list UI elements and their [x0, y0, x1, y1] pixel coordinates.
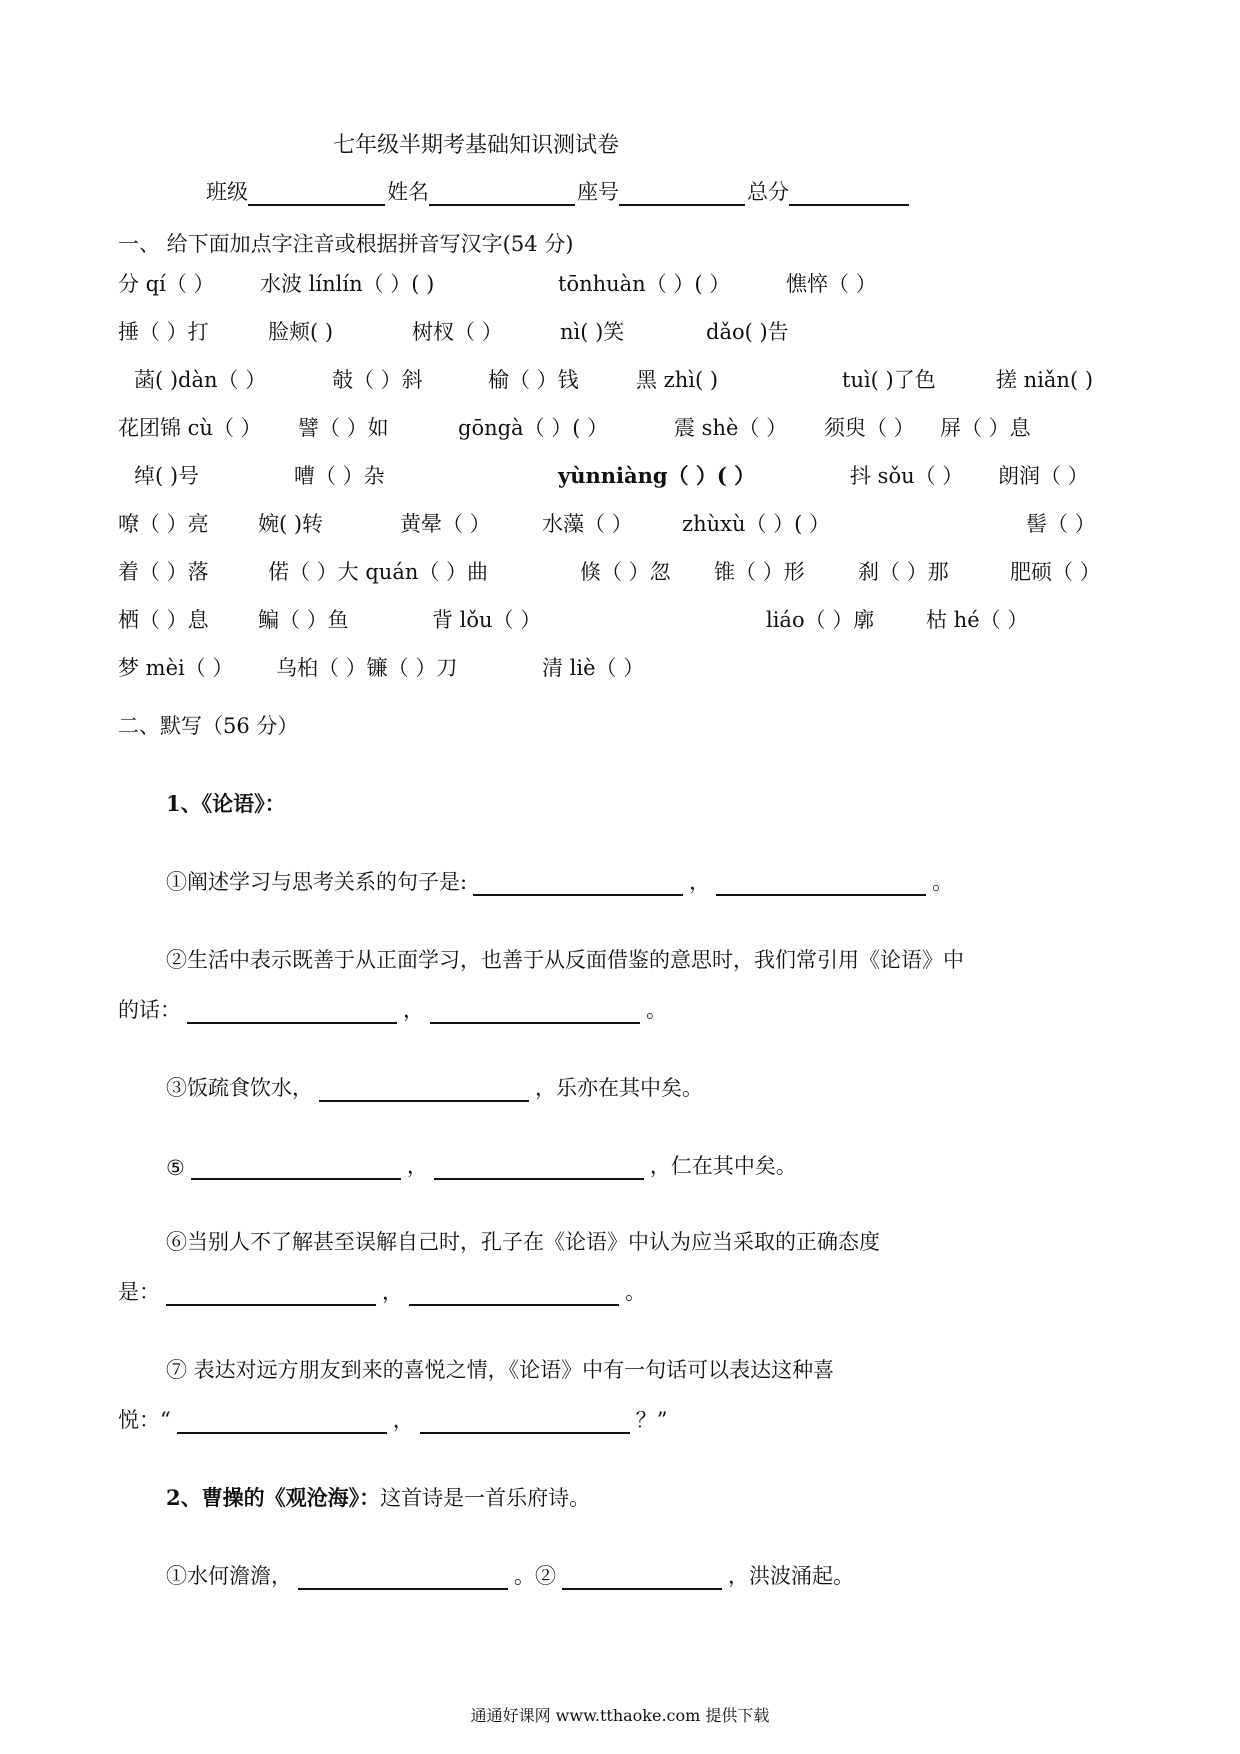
question-text: ⑤	[166, 1156, 185, 1180]
question-8	[166, 1560, 854, 1590]
answer-blank[interactable]	[298, 1566, 508, 1590]
question-text: ，乐亦在其中矣。	[535, 1076, 703, 1100]
question-5	[166, 1150, 797, 1180]
pinyin-item: 脸颊( )	[268, 320, 334, 344]
pinyin-item: 鳊（ ）鱼	[258, 608, 349, 632]
sub-heading-guancanghai	[166, 1482, 590, 1512]
answer-blank[interactable]	[562, 1566, 722, 1590]
seat-label: 座号	[577, 180, 619, 204]
pinyin-item: zhùxù（ ）( ）	[682, 512, 831, 536]
period: 。	[646, 998, 667, 1022]
sub-heading-lunyu: 1、《论语》：	[166, 791, 286, 816]
question-text: ，仁在其中矣。	[649, 1154, 797, 1178]
answer-blank[interactable]	[166, 1282, 376, 1306]
pinyin-item: 榆（ ）钱	[488, 368, 579, 392]
page-title: 七年级半期考基础知识测试卷	[333, 133, 620, 158]
pinyin-item: 分 qí（ ）	[118, 272, 215, 296]
pinyin-item: 婉( )转	[258, 512, 324, 536]
pinyin-item: nì( )笑	[560, 320, 625, 344]
comma: ，	[382, 1280, 403, 1304]
pinyin-item: 着（ ）落	[118, 560, 209, 584]
sub-heading-rest: 这首诗是一首乐府诗。	[380, 1486, 591, 1510]
pinyin-item: 髻（ ）	[1026, 512, 1096, 536]
name-field[interactable]	[429, 182, 575, 206]
pinyin-item: 黑 zhì( )	[636, 368, 719, 392]
score-field[interactable]	[789, 182, 909, 206]
answer-blank[interactable]	[434, 1156, 644, 1180]
pinyin-item: 清 liè（ ）	[542, 656, 645, 680]
period: 。	[932, 870, 954, 894]
pinyin-item: 黄晕（ ）	[400, 512, 491, 536]
class-field[interactable]	[248, 182, 385, 206]
pinyin-item: tōnhuàn（ ）( ）	[558, 272, 731, 296]
pinyin-item: 倏（ ）忽	[580, 560, 671, 584]
pinyin-item: yùnniàng（ ）( ）	[558, 463, 756, 488]
question-7-line2	[118, 1404, 668, 1434]
pinyin-item: 肥硕（ ）	[1010, 560, 1101, 584]
footer-credit: 通通好课网 www.tthaoke.com 提供下载	[470, 1706, 770, 1725]
comma: ，	[392, 1408, 414, 1432]
question-text: ①水何澹澹，	[166, 1564, 292, 1588]
pinyin-item: tuì( )了色	[842, 368, 936, 392]
answer-blank[interactable]	[430, 1000, 640, 1024]
question-text: ③饭疏食饮水，	[166, 1076, 313, 1100]
answer-blank[interactable]	[191, 1156, 401, 1180]
pinyin-item: 梦 mèi（ ）	[118, 656, 234, 680]
pinyin-item: 搓 niǎn( )	[996, 368, 1094, 392]
question-text: 的话：	[118, 998, 181, 1022]
question-2-line2	[118, 994, 667, 1024]
pinyin-item: 栖（ ）息	[118, 608, 209, 632]
period: 。	[625, 1280, 646, 1304]
pinyin-item: 绰( )号	[134, 464, 200, 488]
pinyin-item: 水波 línlín（ ）( )	[260, 272, 435, 296]
pinyin-item: 须臾（ ）	[824, 416, 915, 440]
pinyin-item: 憔悴（ ）	[786, 272, 877, 296]
question-6-line1: ⑥当别人不了解甚至误解自己时，孔子在《论语》中认为应当采取的正确态度	[166, 1230, 880, 1254]
pinyin-item: 枯 hé（ ）	[926, 608, 1029, 632]
pinyin-item: 花团锦 cù（ ）	[118, 416, 262, 440]
pinyin-item: liáo（ ）廓	[766, 608, 875, 632]
class-label: 班级	[206, 180, 248, 204]
question-text: ，洪波涌起。	[728, 1564, 854, 1588]
question-3	[166, 1072, 703, 1102]
comma: ，	[406, 1154, 428, 1178]
question-2-line1: ②生活中表示既善于从正面学习，也善于从反面借鉴的意思时，我们常引用《论语》中	[166, 948, 964, 972]
pinyin-item: 菡( )dàn（ ）	[134, 368, 267, 392]
section1-heading: 一、 给下面加点字注音或根据拼音写汉字(54 分)	[118, 232, 574, 256]
question-text: 悦：“	[118, 1408, 171, 1432]
pinyin-item: 偌（ ）大 quán（ ）曲	[268, 560, 489, 584]
question-7-line1: ⑦ 表达对远方朋友到来的喜悦之情，《论语》中有一句话可以表达这种喜	[166, 1358, 835, 1382]
question-text: 是：	[118, 1280, 160, 1304]
pinyin-item: gōngà（ ）( ）	[458, 416, 609, 440]
answer-blank[interactable]	[187, 1000, 397, 1024]
question-1	[166, 866, 953, 896]
seat-field[interactable]	[619, 182, 745, 206]
answer-blank[interactable]	[409, 1282, 619, 1306]
pinyin-item: 乌桕（ ）镰（ ）刀	[276, 656, 458, 680]
pinyin-item: 震 shè（ ）	[674, 416, 788, 440]
pinyin-item: 朗润（ ）	[998, 464, 1089, 488]
question-text: ？”	[635, 1408, 668, 1432]
comma: ，	[403, 998, 424, 1022]
name-label: 姓名	[387, 180, 429, 204]
student-info-row	[206, 176, 911, 206]
pinyin-item: 水藻（ ）	[542, 512, 633, 536]
pinyin-item: 屏（ ）息	[940, 416, 1031, 440]
pinyin-item: 嘈（ ）杂	[294, 464, 385, 488]
pinyin-item: 背 lǒu（ ）	[432, 608, 542, 632]
answer-blank[interactable]	[473, 872, 683, 896]
question-text: 。②	[514, 1564, 556, 1588]
pinyin-item: 捶（ ）打	[118, 320, 209, 344]
question-6-line2	[118, 1276, 646, 1306]
pinyin-item: 锥（ ）形	[714, 560, 805, 584]
answer-blank[interactable]	[177, 1410, 387, 1434]
answer-blank[interactable]	[420, 1410, 630, 1434]
sub-heading-bold: 2、曹操的《观沧海》：	[166, 1485, 381, 1510]
pinyin-item: dǎo( )告	[706, 320, 789, 344]
pinyin-item: 刹（ ）那	[858, 560, 949, 584]
pinyin-item: 抖 sǒu（ ）	[850, 464, 964, 488]
question-text: ①阐述学习与思考关系的句子是:	[166, 870, 468, 894]
pinyin-item: 攲（ ）斜	[332, 368, 423, 392]
section2-heading: 二、默写（56 分）	[118, 714, 299, 738]
score-label: 总分	[747, 180, 789, 204]
pinyin-item: 譬（ ）如	[298, 416, 389, 440]
answer-blank[interactable]	[716, 872, 926, 896]
pinyin-item: 树杈（ ）	[412, 320, 503, 344]
comma: ，	[689, 870, 711, 894]
pinyin-item: 嘹（ ）亮	[118, 512, 209, 536]
answer-blank[interactable]	[319, 1078, 529, 1102]
